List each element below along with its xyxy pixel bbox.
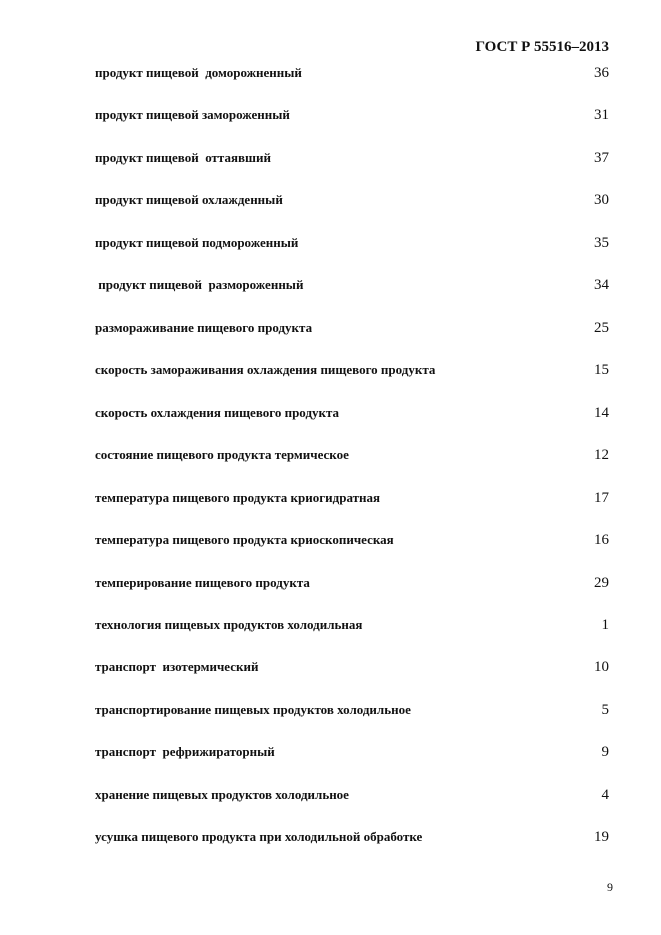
index-row xyxy=(0,829,661,849)
index-term: продукт пищевой охлажденный xyxy=(95,192,283,207)
index-page-ref: 34 xyxy=(594,277,609,293)
index-term: скорость охлаждения пищевого продукта xyxy=(95,405,340,420)
index-row xyxy=(0,150,661,170)
index-row xyxy=(0,405,661,425)
index-row xyxy=(0,659,661,679)
index-row xyxy=(0,532,661,552)
page-number: 9 xyxy=(607,880,613,894)
index-row xyxy=(0,447,661,467)
index-row xyxy=(0,744,661,764)
index-term: температура пищевого продукта криогидратная xyxy=(95,490,381,505)
index-page-ref: 10 xyxy=(594,659,609,675)
index-page-ref: 17 xyxy=(594,490,609,506)
index-row xyxy=(0,107,661,127)
index-page-ref: 37 xyxy=(594,150,609,166)
index-row xyxy=(0,320,661,340)
index-term: транспорт рефрижираторный xyxy=(95,744,275,759)
index-page-ref: 5 xyxy=(601,702,609,718)
index-row xyxy=(0,65,661,85)
index-term: продукт пищевой замороженный xyxy=(95,107,290,122)
index-term: скорость замораживания охлаждения пищевого продукта xyxy=(95,362,436,377)
index-term: состояние пищевого продукта термическое xyxy=(95,447,349,462)
index-term: размораживание пищевого продукта xyxy=(95,320,313,335)
index-term: продукт пищевой доморожненный xyxy=(95,65,302,80)
index-page-ref: 12 xyxy=(594,447,609,463)
index-row xyxy=(0,277,661,297)
index-page-ref: 9 xyxy=(601,744,609,760)
index-term: транспорт изотермический xyxy=(95,659,259,674)
document-header: ГОСТ Р 55516–2013 xyxy=(475,39,609,55)
index-term: усушка пищевого продукта при холодильной обработке xyxy=(95,829,423,844)
index-term: темперирование пищевого продукта xyxy=(95,575,310,590)
index-term: температура пищевого продукта криоскопическая xyxy=(95,532,394,547)
index-row xyxy=(0,490,661,510)
index-term: продукт пищевой подмороженный xyxy=(95,235,299,250)
index-page-ref: 36 xyxy=(594,65,609,81)
index-page-ref: 14 xyxy=(594,405,609,421)
index-term: хранение пищевых продуктов холодильное xyxy=(95,787,349,802)
index-row xyxy=(0,362,661,382)
index-term: транспортирование пищевых продуктов холодильное xyxy=(95,702,411,717)
index-row xyxy=(0,702,661,722)
index-page-ref: 4 xyxy=(601,787,609,803)
index-page-ref: 1 xyxy=(601,617,609,633)
index-row xyxy=(0,787,661,807)
index-term: технология пищевых продуктов холодильная xyxy=(95,617,363,632)
index-row xyxy=(0,575,661,595)
index-page-ref: 19 xyxy=(594,829,609,845)
index-page-ref: 35 xyxy=(594,235,609,251)
index-page-ref: 15 xyxy=(594,362,609,378)
index-row xyxy=(0,235,661,255)
index-page-ref: 25 xyxy=(594,320,609,336)
index-page-ref: 31 xyxy=(594,107,609,123)
index-term: продукт пищевой оттаявший xyxy=(95,150,271,165)
index-term: продукт пищевой размороженный xyxy=(95,277,304,292)
index-page-ref: 29 xyxy=(594,575,609,591)
index-row xyxy=(0,617,661,637)
index-page-ref: 30 xyxy=(594,192,609,208)
index-row xyxy=(0,192,661,212)
index-page-ref: 16 xyxy=(594,532,609,548)
